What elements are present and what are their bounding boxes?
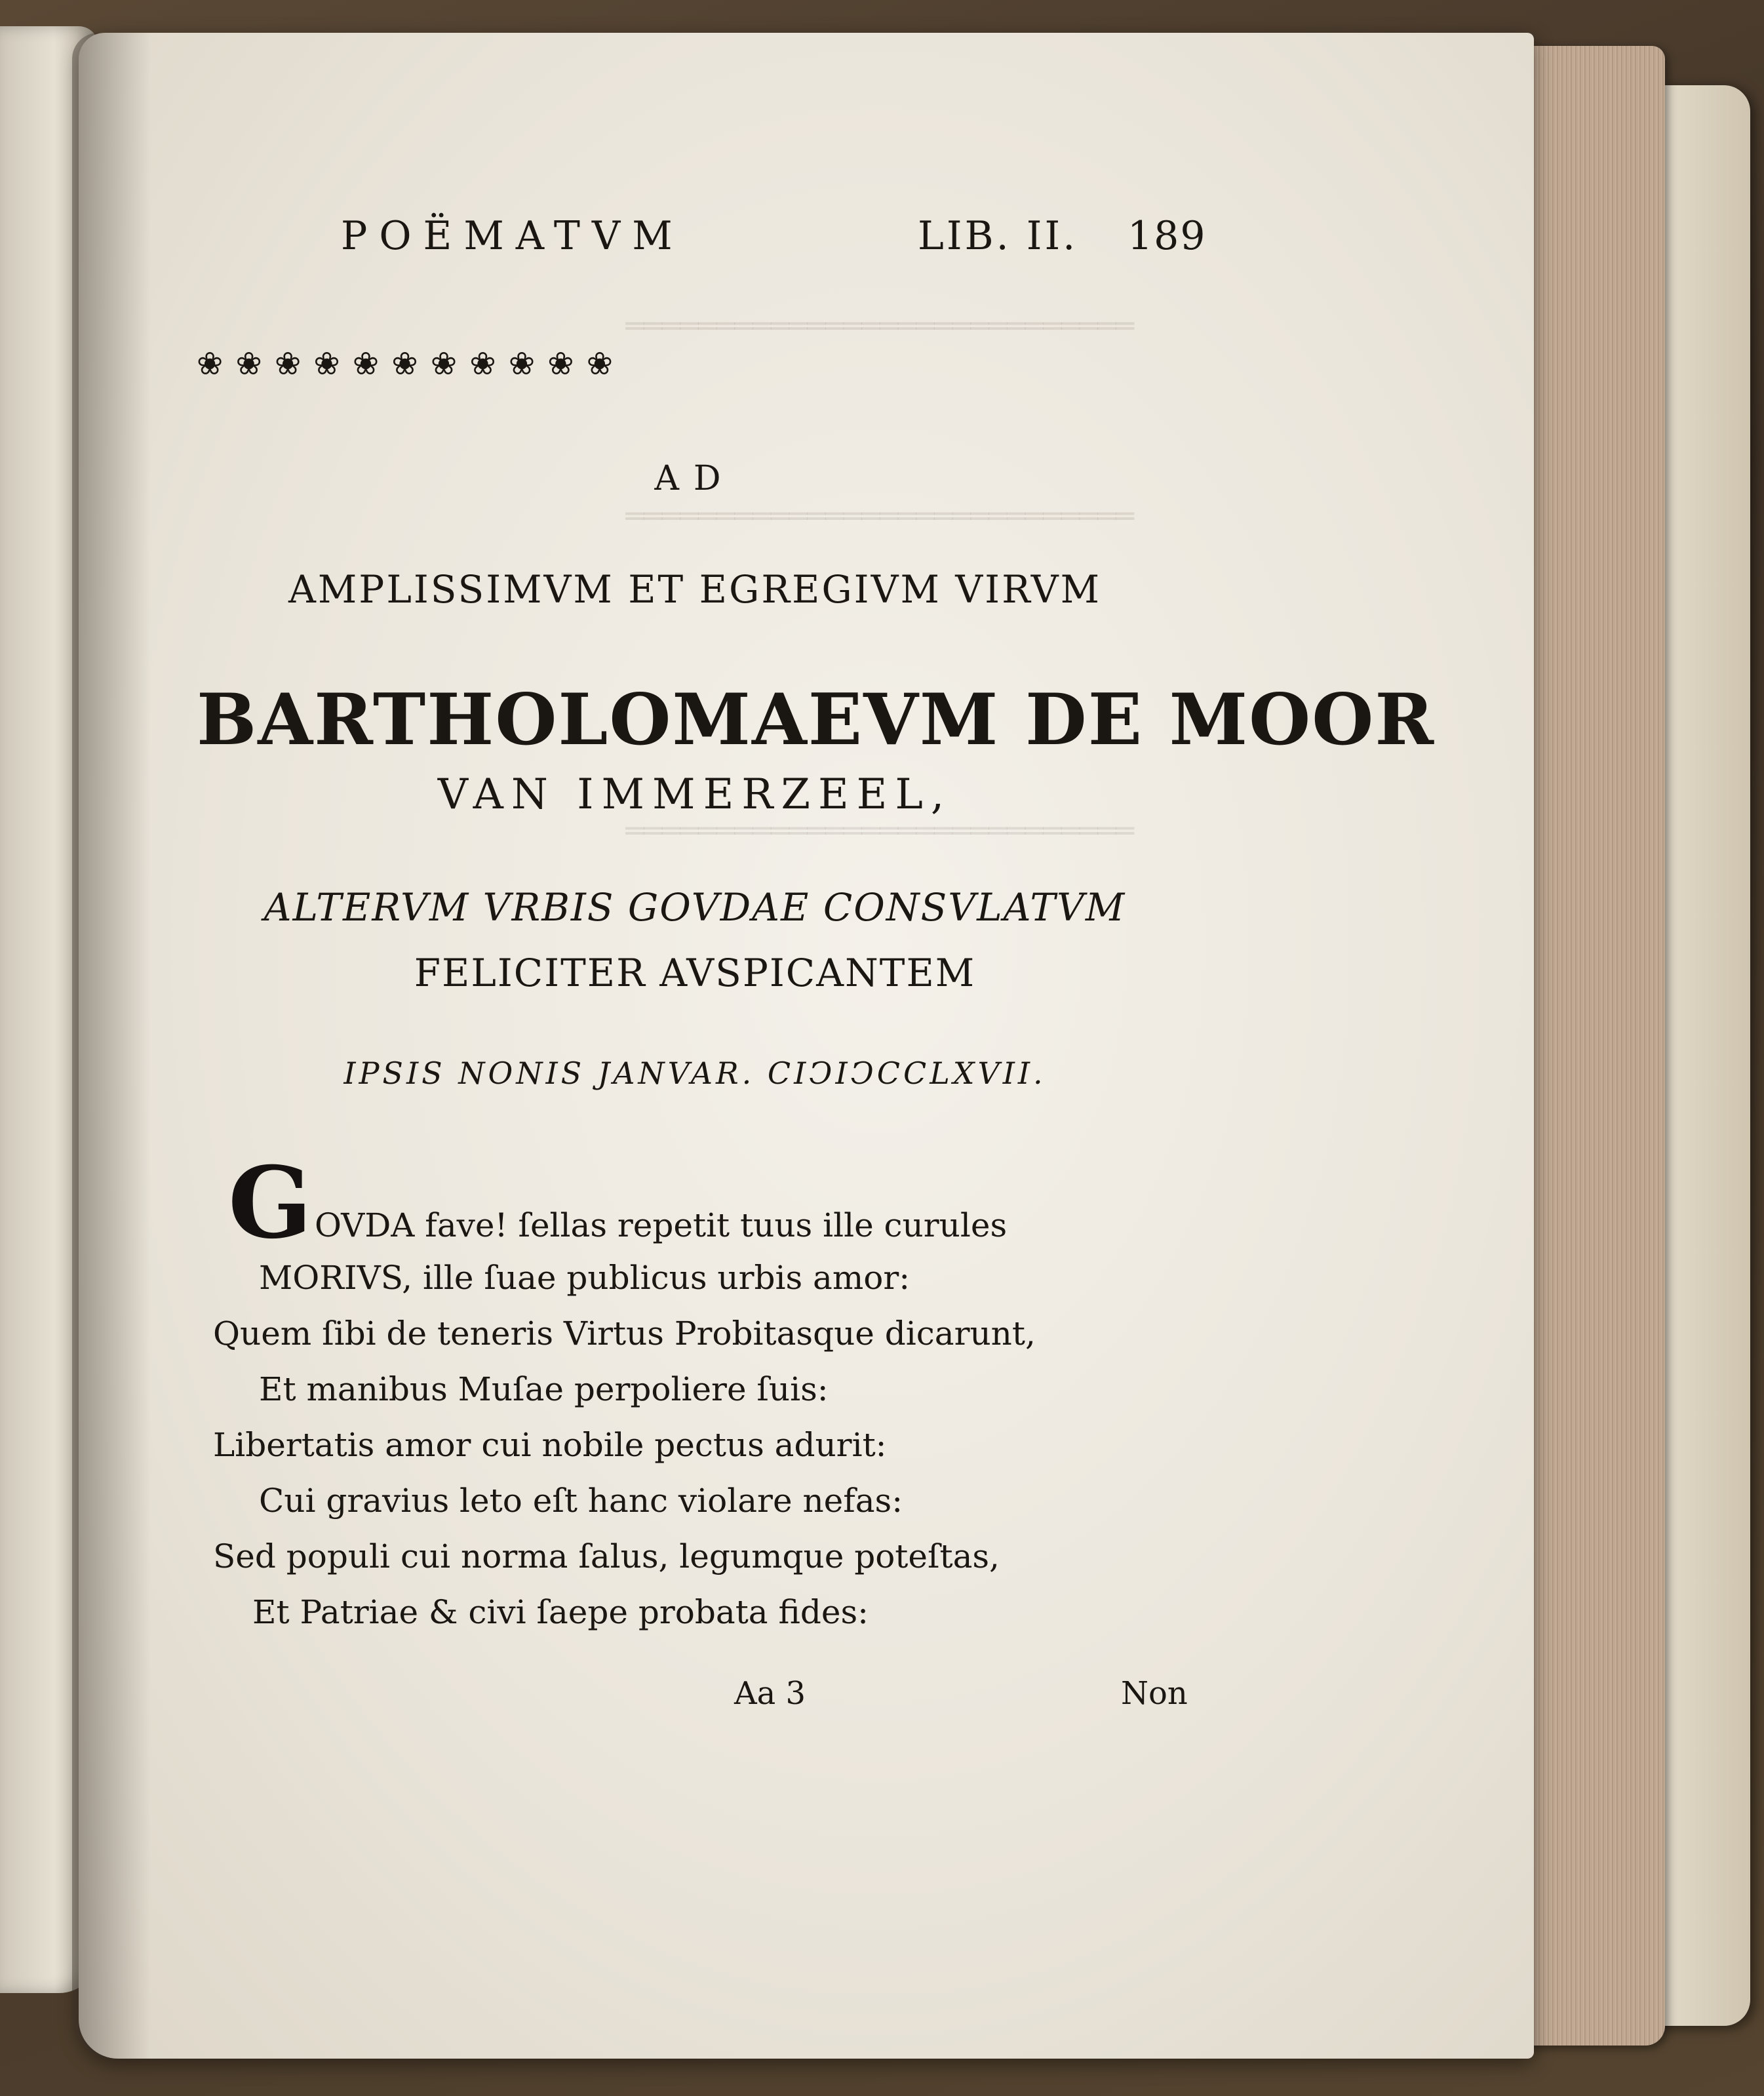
show-through-texture: ════════════════════════════ bbox=[625, 813, 1134, 848]
show-through-texture: ════════════════════════════ bbox=[625, 308, 1134, 344]
poem-line: MORIVS, ille ſuae publicus urbis amor: bbox=[259, 1259, 911, 1297]
poem-line: OVDA fave! ſellas repetit tuus ille curules bbox=[315, 1206, 1008, 1244]
signature-mark: Aa 3 bbox=[734, 1675, 806, 1712]
running-head-title: POËMATVM bbox=[341, 213, 684, 259]
heading-dedicatee-name: BARTHOLOMAEVM DE MOOR bbox=[197, 679, 1436, 761]
catchword: Non bbox=[1121, 1675, 1188, 1712]
poem-line: Cui gravius leto eſt hanc violare nefas: bbox=[259, 1482, 903, 1520]
poem-line: Libertatis amor cui nobile pectus adurit: bbox=[213, 1426, 887, 1464]
drop-cap: G bbox=[228, 1145, 313, 1261]
heading-occasion-line-2: FELICITER AVSPICANTEM bbox=[414, 951, 976, 995]
page-gutter-shadow bbox=[72, 33, 151, 2059]
heading-occasion-line: ALTERVM VRBIS GOVDAE CONSVLATVM bbox=[264, 885, 1126, 930]
heading-dedication-line: AMPLISSIMVM ET EGREGIVM VIRVM bbox=[288, 567, 1101, 612]
running-head bbox=[341, 213, 1207, 272]
printers-ornament-band: ❀ ❀ ❀ ❀ ❀ ❀ ❀ ❀ ❀ ❀ ❀ bbox=[197, 346, 614, 382]
heading-ad: AD bbox=[654, 459, 735, 498]
poem-line: Sed populi cui norma ſalus, legumque poteſtas, bbox=[213, 1537, 1000, 1575]
poem-line: Quem ſibi de teneris Virtus Probitasque dicarunt, bbox=[213, 1315, 1036, 1353]
show-through-texture: ════════════════════════════ bbox=[625, 498, 1134, 534]
poem-line: Et Patriae & civi ſaepe probata fides: bbox=[252, 1593, 869, 1631]
poem-line: Et manibus Muſae perpoliere ſuis: bbox=[259, 1370, 829, 1408]
page-number: 189 bbox=[1127, 213, 1207, 259]
running-head-book: LIB. II. bbox=[918, 213, 1078, 259]
heading-date: IPSIS NONIS JANVAR. CIↃIↃCCLXVII. bbox=[343, 1056, 1046, 1091]
heading-dedicatee-surname: VAN IMMERZEEL, bbox=[437, 770, 952, 819]
